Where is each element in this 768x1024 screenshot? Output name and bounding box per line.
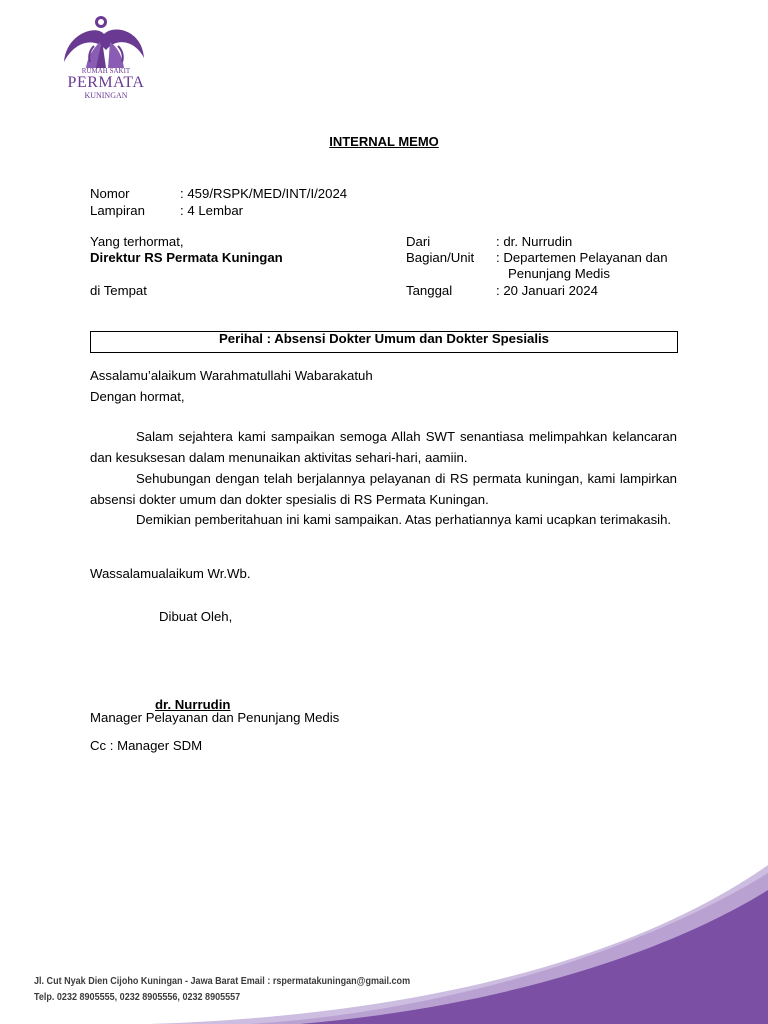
bagian-label: Bagian/Unit [406,250,475,265]
signer-title: Manager Pelayanan dan Penunjang Medis [90,710,340,725]
opening-hormat: Dengan hormat, [90,389,185,404]
logo-text-line2: PERMATA [67,74,145,91]
logo-text-line3: KUNINGAN [84,91,128,100]
lampiran-label: Lampiran [90,203,145,218]
footer-phone: Telp. 0232 8905555, 0232 8905556, 0232 8905557 [34,991,241,1003]
bagian-value-line1: : Departemen Pelayanan dan [496,250,668,265]
recipient-greeting: Yang terhormat, [90,234,184,249]
logo-text-line1: RUMAH SAKIT [81,67,131,75]
nomor-value: : 459/RSPK/MED/INT/I/2024 [180,186,348,201]
dari-value: : dr. Nurrudin [496,234,573,249]
dari-label: Dari [406,234,431,249]
perihal-box: Perihal : Absensi Dokter Umum dan Dokter Spesialis [90,331,678,353]
memo-title: INTERNAL MEMO [329,134,439,149]
tanggal-label: Tanggal [406,283,453,298]
body-paragraph-2: Sehubungan dengan telah berjalannya pelayanan di RS permata kuningan, kami lampirkan absensi dokter umum dan dokter spesialis di RS Permata Kuningan. [90,471,677,507]
recipient-place: di Tempat [90,283,147,298]
closing-salam: Wassalamualaikum Wr.Wb. [90,566,251,581]
body-paragraph-1: Salam sejahtera kami sampaikan semoga Allah SWT senantiasa melimpahkan kelancaran dan kesuksesan dalam menunaikan aktivitas sehari-hari, aamiin. [90,429,677,465]
bagian-value-line2: Penunjang Medis [508,266,610,281]
cc-line: Cc : Manager SDM [90,738,203,753]
nomor-label: Nomor [90,186,130,201]
made-by-label: Dibuat Oleh, [159,609,233,624]
opening-salam: Assalamu’alaikum Warahmatullahi Wabarakatuh [90,368,373,383]
signer-name: dr. Nurrudin [155,697,231,712]
body-paragraph-3: Demikian pemberitahuan ini kami sampaikan. Atas perhatiannya kami ucapkan terimakasih. [136,512,672,527]
recipient-name: Direktur RS Permata Kuningan [90,250,283,265]
tanggal-value: : 20 Januari 2024 [496,283,598,298]
footer-address: Jl. Cut Nyak Dien Cijoho Kuningan - Jawa Barat Email : rspermatakuningan@gmail.com [34,975,411,987]
lampiran-value: : 4 Lembar [180,203,244,218]
